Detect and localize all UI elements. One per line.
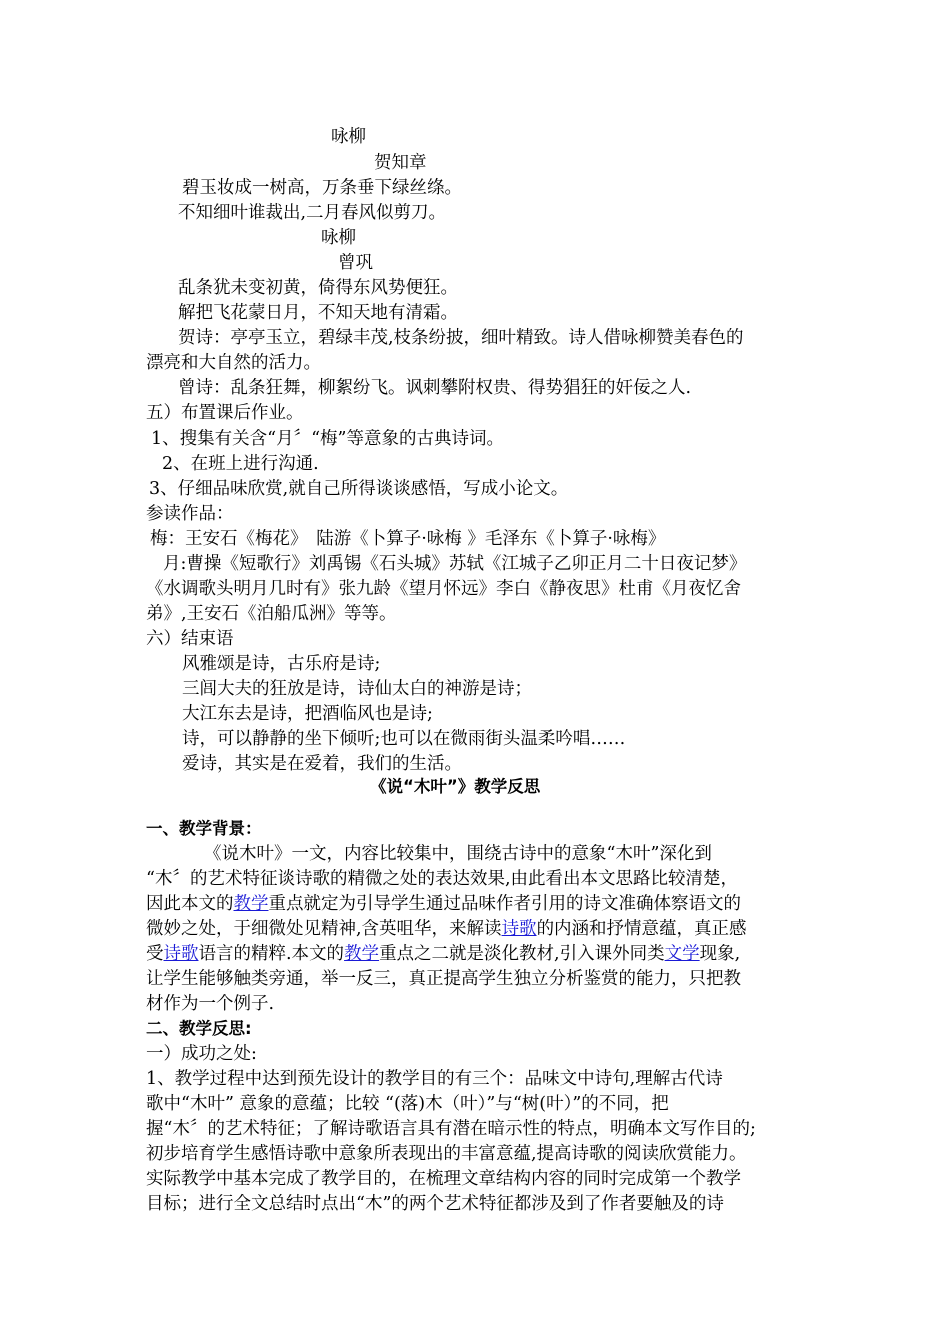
reading-plum: 梅：王安石《梅花》 陆游《卜算子·咏梅 》毛泽东《卜算子·咏梅》 [150, 529, 666, 549]
reflection-title: 《说“木叶”》教学反思 [370, 777, 541, 796]
reading-moon: 弟》,王安石《泊船瓜洲》等等。 [146, 604, 397, 624]
homework-item: 2、在班上进行沟通. [162, 454, 319, 474]
background-text: 《说木叶》一文，内容比较集中，围绕古诗中的意象“木叶”深化到 [204, 844, 712, 864]
closing-heading: 六）结束语 [146, 629, 234, 649]
background-text: “木〞的艺术特征谈诗歌的精微之处的表达效果,由此看出本文思路比较清楚， [146, 869, 739, 889]
success-text: 目标；进行全文总结时点出“木”的两个艺术特征都涉及到了作者要触及的诗 [146, 1194, 724, 1214]
reflection-heading: 二、教学反思: [146, 1019, 252, 1038]
reading-moon: 《水调歌头明月几时有》张九龄《望月怀远》李白《静夜思》杜甫《月夜忆舍 [146, 579, 741, 599]
background-text: 受诗歌语言的精粹.本文的教学重点之二就是淡化教材,引入课外同类文学现象, [146, 944, 741, 964]
closing-line: 三闾大夫的狂放是诗，诗仙太白的神游是诗； [182, 679, 532, 699]
poem1-line: 不知细叶谁裁出,二月春风似剪刀。 [178, 203, 447, 223]
success-heading: 一）成功之处: [146, 1044, 257, 1064]
poem1-line: 碧玉妆成一树高，万条垂下绿丝绦。 [182, 178, 462, 198]
background-heading: 一、教学背景： [146, 819, 262, 838]
background-text: 材作为一个例子. [146, 994, 275, 1014]
link-poetry[interactable]: 诗歌 [163, 944, 199, 964]
poem2-title: 咏柳 [321, 228, 356, 248]
success-text: 歌中“木叶” 意象的意蕴；比较 “(落)木（叶）”与“树(叶）”的不同，把 [146, 1094, 669, 1114]
poem2-line: 解把飞花蒙日月，不知天地有清霜。 [178, 303, 458, 323]
link-teaching[interactable]: 教学 [233, 894, 269, 914]
reading-heading: 参读作品： [146, 504, 234, 524]
poem1-author: 贺知章 [374, 153, 427, 173]
background-text: 微妙之处，于细微处见精神,含英咀华，来解读诗歌的内涵和抒情意蕴，真正感 [146, 919, 747, 939]
closing-line: 诗，可以静静的坐下倾听;也可以在微雨街头温柔吟唱…… [182, 729, 626, 749]
closing-line: 风雅颂是诗，古乐府是诗; [182, 654, 381, 674]
homework-heading: 五）布置课后作业。 [146, 403, 304, 423]
success-text: 初步培育学生感悟诗歌中意象所表现出的丰富意蕴,提高诗歌的阅读欣赏能力。 [146, 1144, 747, 1164]
success-text: 实际教学中基本完成了教学目的，在梳理文章结构内容的同时完成第一个教学 [146, 1169, 741, 1189]
analysis-he-text: 漂亮和大自然的活力。 [146, 353, 321, 373]
poem1-title: 咏柳 [331, 127, 366, 147]
link-teaching[interactable]: 教学 [344, 944, 380, 964]
poem2-author: 曾巩 [338, 253, 373, 273]
background-text: 让学生能够触类旁通，举一反三，真正提高学生独立分析鉴赏的能力，只把教 [146, 969, 741, 989]
analysis-he-text: 贺诗：亭亭玉立，碧绿丰茂,枝条纷披，细叶精致。诗人借咏柳赞美春色的 [178, 328, 744, 348]
background-text: 因此本文的教学重点就定为引导学生通过品味作者引用的诗文准确体察语文的 [146, 894, 741, 914]
homework-item: 3、仔细品味欣赏,就自己所得谈谈感悟，写成小论文。 [149, 479, 569, 499]
link-poetry[interactable]: 诗歌 [501, 919, 537, 939]
poem2-line: 乱条犹未变初黄，倚得东风势便狂。 [178, 278, 458, 298]
closing-line: 爱诗，其实是在爱着，我们的生活。 [182, 754, 462, 774]
link-literature[interactable]: 文学 [664, 944, 700, 964]
success-text: 1、教学过程中达到预先设计的教学目的有三个：品味文中诗句,理解古代诗 [146, 1069, 723, 1089]
analysis-zeng-text: 曾诗：乱条狂舞，柳絮纷飞。讽刺攀附权贵、得势猖狂的奸佞之人. [178, 378, 692, 398]
reading-moon: 月:曹操《短歌行》刘禹锡《石头城》苏轼《江城子乙卯正月二十日夜记梦》 [163, 554, 747, 574]
homework-item: 1、搜集有关含“月〞“梅”等意象的古典诗词。 [151, 429, 504, 449]
closing-line: 大江东去是诗，把酒临风也是诗; [182, 704, 433, 724]
success-text: 握“木〞的艺术特征；了解诗歌语言具有潜在暗示性的特点，明确本文写作目的; [146, 1119, 756, 1139]
